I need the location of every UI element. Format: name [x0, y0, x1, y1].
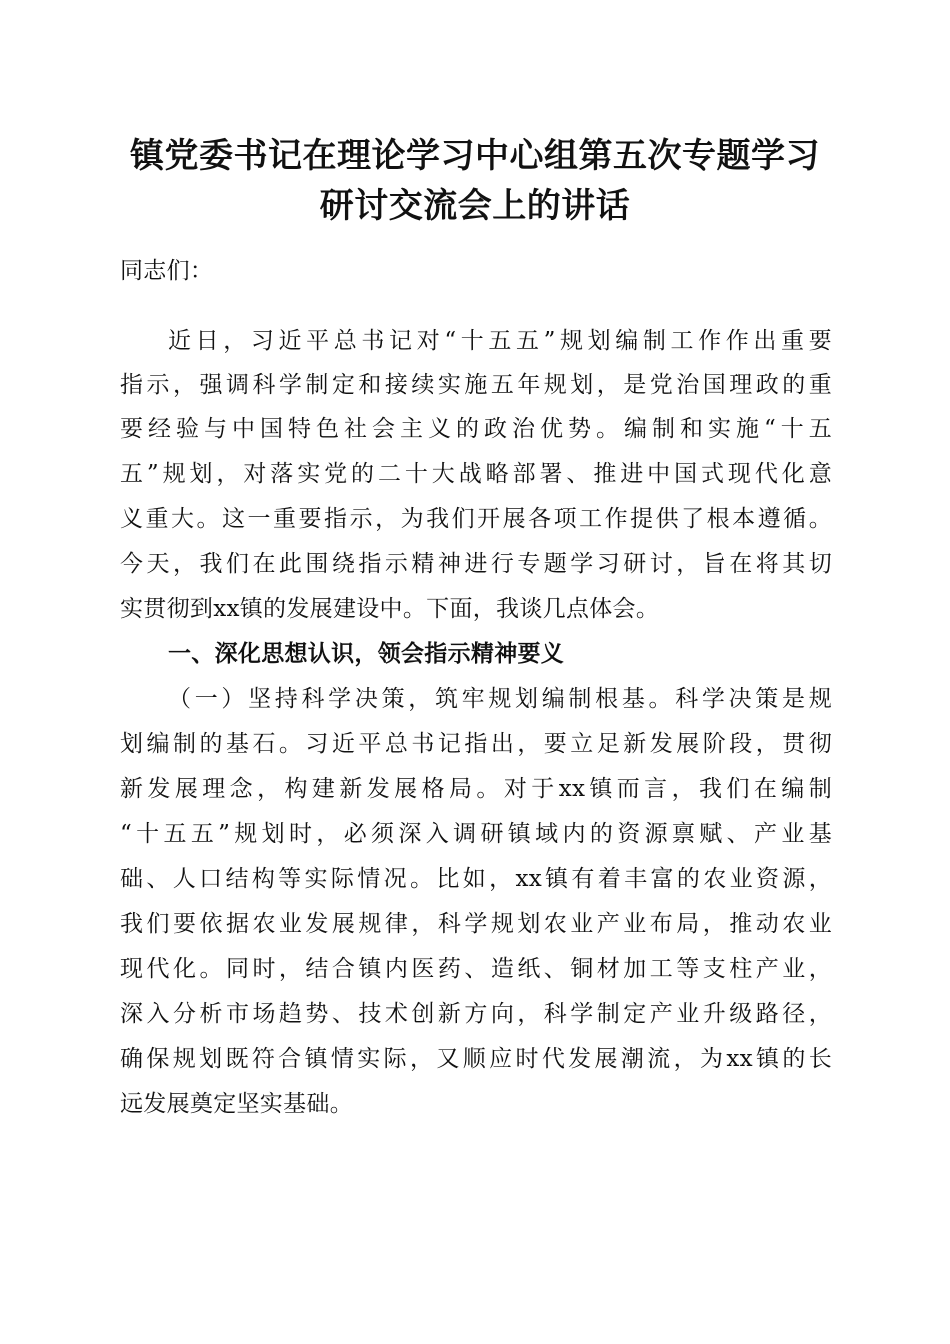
- body-line: 实贯彻到xx镇的发展建设中。下面，我谈几点体会。: [120, 596, 660, 622]
- body-line: 深入分析市场趋势、技术创新方向，科学制定产业升级路径，: [120, 1001, 832, 1027]
- document-title-line-2: 研讨交流会上的讲话: [319, 186, 631, 226]
- body-line: 要经验与中国特色社会主义的政治优势。编制和实施“十五: [120, 416, 832, 442]
- body-line: 五”规划，对落实党的二十大战略部署、推进中国式现代化意: [120, 461, 832, 487]
- body-line: 现代化。同时，结合镇内医药、造纸、铜材加工等支柱产业，: [120, 956, 832, 982]
- salutation: 同志们：: [120, 258, 214, 284]
- body-line: 远发展奠定坚实基础。: [120, 1091, 353, 1117]
- body-line: 我们要依据农业发展规律，科学规划农业产业布局，推动农业: [120, 911, 832, 937]
- section-heading: 一、深化思想认识，领会指示精神要义: [168, 641, 565, 667]
- body-line: 指示，强调科学制定和接续实施五年规划，是党治国理政的重: [120, 372, 832, 398]
- document-title-line-1: 镇党委书记在理论学习中心组第五次专题学习: [130, 136, 820, 176]
- subsection-line: （一）坚持科学决策，筑牢规划编制根基。科学决策是规: [168, 686, 832, 712]
- body-line: 确保规划既符合镇情实际，又顺应时代发展潮流，为xx镇的长: [120, 1046, 832, 1072]
- body-line: 础、人口结构等实际情况。比如，xx镇有着丰富的农业资源，: [120, 866, 832, 892]
- body-line: “十五五”规划时，必须深入调研镇域内的资源禀赋、产业基: [120, 821, 832, 847]
- body-line: 今天，我们在此围绕指示精神进行专题学习研讨，旨在将其切: [120, 551, 832, 577]
- body-line: 义重大。这一重要指示，为我们开展各项工作提供了根本遵循。: [120, 506, 832, 532]
- body-line: 近日，习近平总书记对“十五五”规划编制工作作出重要: [168, 328, 832, 354]
- body-line: 新发展理念，构建新发展格局。对于xx镇而言，我们在编制: [120, 776, 832, 802]
- body-line: 划编制的基石。习近平总书记指出，要立足新发展阶段，贯彻: [120, 731, 832, 757]
